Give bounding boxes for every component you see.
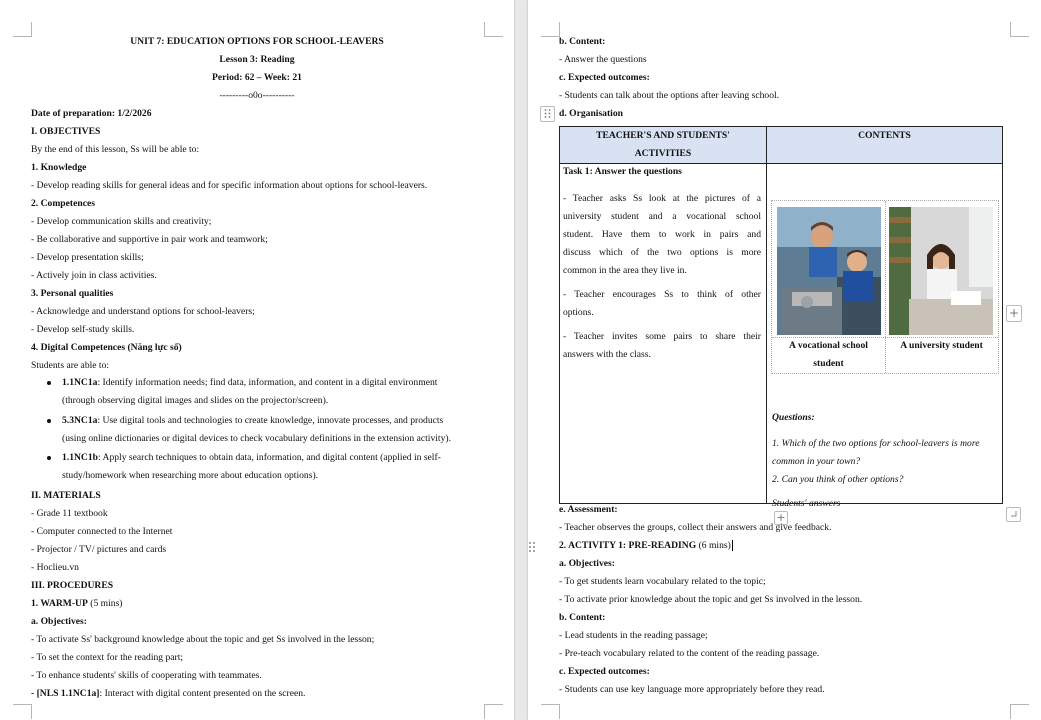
objectives-intro: By the end of this lesson, Ss will be able to: (31, 144, 200, 155)
para-line: student. Have them to work in pairs and (563, 229, 761, 240)
objective-item: - To set the context for the reading part; (31, 652, 184, 663)
quality-item: - Develop self-study skills. (31, 324, 135, 335)
para-line: - Teacher asks Ss look at the pictures of a (563, 193, 761, 204)
period-label: Period: 62 – Week: 21 (212, 72, 302, 83)
crop-mark (13, 704, 32, 719)
activity-heading: 2. ACTIVITY 1: PRE-READING (6 mins) (559, 540, 731, 551)
knowledge-heading: 1. Knowledge (31, 162, 87, 173)
crop-mark (541, 22, 560, 37)
material-item: - Grade 11 textbook (31, 508, 108, 519)
digital-bullet: 1.1NC1a: Identify information needs; find data, information, and content in a digital environment (62, 377, 438, 388)
university-caption: A university student (900, 340, 983, 351)
activity-objective-item: - To get students learn vocabulary related to the topic; (559, 576, 766, 587)
question-1: 1. Which of the two options for school-leavers is more (772, 438, 980, 449)
task-title: Task 1: Answer the questions (563, 166, 682, 177)
material-item: - Projector / TV/ pictures and cards (31, 544, 167, 555)
col-header-activities-line1: TEACHER'S AND STUDENTS' (596, 130, 730, 141)
objective-item: - To enhance students' skills of cooperating with teammates. (31, 670, 262, 681)
vocational-student-image (777, 207, 881, 335)
para-line: options. (563, 307, 594, 318)
questions-heading: Questions: (772, 412, 815, 423)
objectives-subheading: a. Objectives: (31, 616, 87, 627)
competences-heading: 2. Competences (31, 198, 95, 209)
competence-item: - Develop communication skills and creativity; (31, 216, 212, 227)
para-line: - Teacher invites some pairs to share their (563, 331, 761, 342)
doc-title: UNIT 7: EDUCATION OPTIONS FOR SCHOOL-LEAVERS (130, 36, 384, 47)
bullet-icon (47, 381, 51, 385)
question-2: 2. Can you think of other options? (772, 474, 904, 485)
activity-objective-item: - To activate prior knowledge about the topic and get Ss involved in the lesson. (559, 594, 863, 605)
objective-item: - To activate Ss' background knowledge about the topic and get Ss involved in the lesson; (31, 634, 375, 645)
add-row-icon[interactable]: + (774, 511, 788, 525)
digital-bullet-cont: (using online dictionaries or digital devices to check vocabulary definitions in the extension activity). (62, 433, 451, 444)
crop-mark (541, 704, 560, 719)
outcomes-item: - Students can talk about the options after leaving school. (559, 90, 780, 101)
procedures-heading: III. PROCEDURES (31, 580, 114, 591)
university-student-image (889, 207, 993, 335)
document-page-right[interactable] (528, 0, 1041, 720)
qualities-heading: 3. Personal qualities (31, 288, 114, 299)
para-line: answers with the class. (563, 349, 651, 360)
contents-cell[interactable] (767, 164, 1003, 509)
material-item: - Hoclieu.vn (31, 562, 79, 573)
content-heading: b. Content: (559, 36, 606, 47)
digital-bullet: 5.3NC1a: Use digital tools and technologies to create knowledge, innovate processes, and products (62, 415, 444, 426)
outcomes-heading: c. Expected outcomes: (559, 72, 650, 83)
crop-mark (1010, 22, 1029, 37)
assessment-heading: e. Assessment: (559, 504, 618, 515)
competence-item: - Actively join in class activities. (31, 270, 157, 281)
warmup-heading: 1. WARM-UP (5 mins) (31, 598, 123, 609)
para-line: discuss which of the two options is more (563, 247, 761, 258)
activity-outcomes-heading: c. Expected outcomes: (559, 666, 650, 677)
activity-content-item: - Pre-teach vocabulary related to the content of the reading passage. (559, 648, 820, 659)
digital-bullet: 1.1NC1b: Apply search techniques to obtain data, information, and digital content (applied in self- (62, 452, 441, 463)
text-cursor (732, 540, 733, 551)
digital-heading: 4. Digital Competences (Năng lực số) (31, 342, 182, 353)
para-line: - Teacher encourages Ss to think of other (563, 289, 761, 300)
crop-mark (484, 22, 503, 37)
move-handle-icon[interactable] (540, 106, 555, 122)
paragraph-drag-icon[interactable] (528, 540, 538, 554)
crop-mark (484, 704, 503, 719)
activities-cell[interactable] (560, 164, 767, 504)
activity-objectives-heading: a. Objectives: (559, 558, 615, 569)
vocational-caption: A vocational school (789, 340, 868, 351)
date-of-preparation: Date of preparation: 1/2/2026 (31, 108, 152, 119)
para-line: common in the area they live in. (563, 265, 687, 276)
question-1-cont: common in your town? (772, 456, 861, 467)
assessment-item: - Teacher observes the groups, collect their answers and give feedback. (559, 522, 832, 533)
col-header-activities-line2: ACTIVITIES (634, 148, 692, 159)
col-header-contents: CONTENTS (767, 127, 1003, 164)
crop-mark (13, 22, 32, 37)
competence-item: - Be collaborative and supportive in pair work and teamwork; (31, 234, 268, 245)
resize-handle-icon[interactable] (1006, 507, 1021, 522)
crop-mark (1010, 704, 1029, 719)
content-item: - Answer the questions (559, 54, 647, 65)
activity-outcomes-item: - Students can use key language more appropriately before they read. (559, 684, 825, 695)
digital-intro: Students are able to: (31, 360, 110, 371)
activity-content-heading: b. Content: (559, 612, 606, 623)
competence-item: - Develop presentation skills; (31, 252, 144, 263)
quality-item: - Acknowledge and understand options for school-leavers; (31, 306, 255, 317)
lesson-label: Lesson 3: Reading (219, 54, 295, 65)
add-column-icon[interactable]: + (1006, 305, 1022, 322)
bullet-icon (47, 419, 51, 423)
picture-table (771, 200, 999, 374)
material-item: - Computer connected to the Internet (31, 526, 173, 537)
materials-heading: II. MATERIALS (31, 490, 101, 501)
objective-item: - [NLS 1.1NC1a]: Interact with digital content presented on the screen. (31, 688, 306, 699)
knowledge-item: - Develop reading skills for general ideas and for specific information about options for school-leavers. (31, 180, 428, 191)
activity-content-item: - Lead students in the reading passage; (559, 630, 708, 641)
bullet-icon (47, 456, 51, 460)
digital-bullet-cont: study/homework when researching more about education options). (62, 470, 319, 481)
document-page-left[interactable] (0, 0, 514, 720)
organisation-heading: d. Organisation (559, 108, 623, 119)
para-line: university student and a vocational school (563, 211, 761, 222)
vocational-caption-cont: student (813, 358, 844, 369)
divider-text: ---------o0o---------- (219, 90, 295, 101)
col-header-activities (560, 127, 767, 164)
students-answers: Students' answers (772, 498, 841, 509)
digital-bullet-cont: (through observing digital images and slides on the projector/screen). (62, 395, 329, 406)
organisation-table (559, 126, 1003, 509)
objectives-heading: I. OBJECTIVES (31, 126, 101, 137)
